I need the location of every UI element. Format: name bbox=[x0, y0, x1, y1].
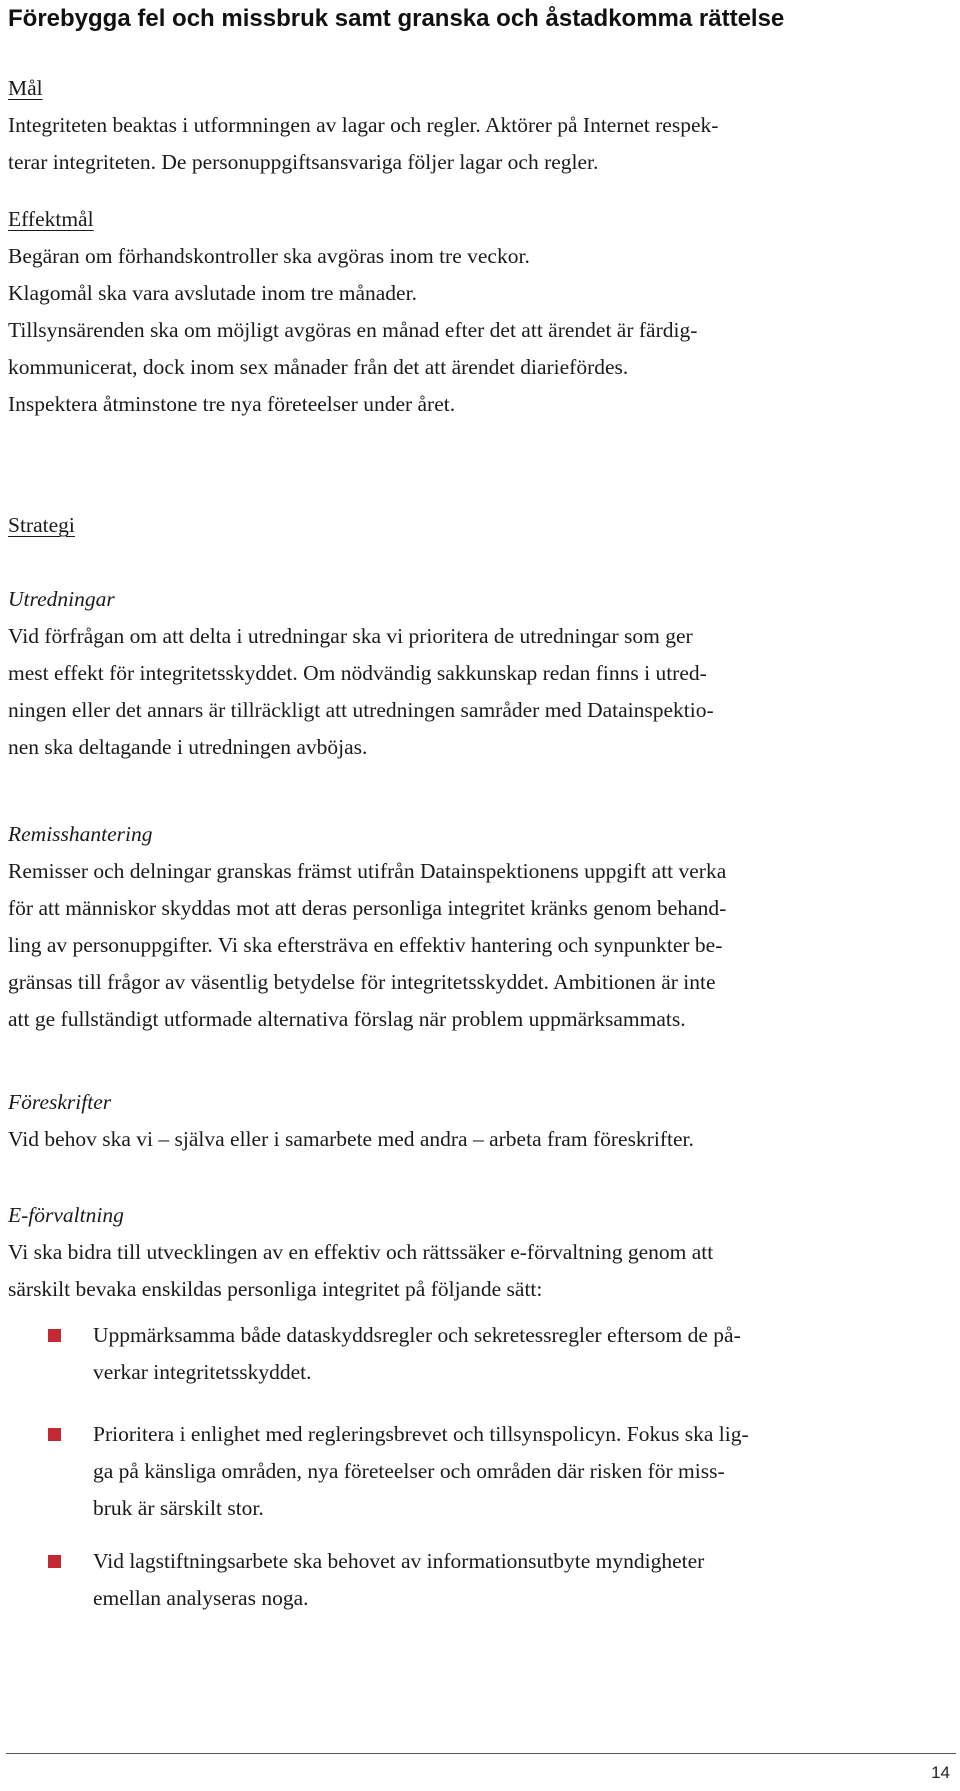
subheading-eforvaltning: E-förvaltning bbox=[8, 1203, 124, 1227]
page-title: Förebygga fel och missbruk samt granska och åstadkomma rättelse bbox=[8, 5, 785, 32]
effektmal-line-4: kommunicerat, dock inom sex månader från det att ärendet diariefördes. bbox=[8, 355, 629, 379]
bullet-3-line-1: Vid lagstiftningsarbete ska behovet av informationsutbyte myndigheter bbox=[93, 1549, 705, 1573]
bullet-2-line-3: bruk är särskilt stor. bbox=[93, 1496, 264, 1520]
section-strategi bbox=[8, 507, 933, 544]
remisshantering-line-4: gränsas till frågor av väsentlig betydelse för integritetsskyddet. Ambitionen är inte bbox=[8, 970, 716, 994]
effektmal-line-2: Klagomål ska vara avslutade inom tre månader. bbox=[8, 281, 417, 305]
remisshantering-line-5: att ge fullständigt utformade alternativa förslag när problem uppmärksammats. bbox=[8, 1007, 686, 1031]
section-foreskrifter bbox=[8, 1084, 933, 1158]
eforvaltning-line-1: Vi ska bidra till utvecklingen av en effektiv och rättssäker e-förvaltning genom att bbox=[8, 1240, 714, 1264]
bullet-square-icon bbox=[48, 1428, 61, 1441]
list-item-text bbox=[93, 1416, 933, 1527]
bullet-square-icon bbox=[48, 1555, 61, 1568]
remisshantering-line-2: för att människor skyddas mot att deras personliga integritet kränks genom behand- bbox=[8, 896, 727, 920]
utredningar-line-4: nen ska deltagande i utredningen avböjas. bbox=[8, 735, 368, 759]
mal-line-2: terar integriteten. De personuppgiftsansvariga följer lagar och regler. bbox=[8, 150, 599, 174]
section-remisshantering bbox=[8, 816, 933, 1038]
section-utredningar bbox=[8, 581, 933, 766]
effektmal-line-5: Inspektera åtminstone tre nya företeelser under året. bbox=[8, 392, 456, 416]
section-eforvaltning bbox=[8, 1197, 933, 1308]
section-heading-mal: Mål bbox=[8, 76, 43, 100]
list-item-text bbox=[93, 1543, 933, 1617]
section-heading-strategi: Strategi bbox=[8, 513, 75, 537]
bullet-3-line-2: emellan analyseras noga. bbox=[93, 1586, 309, 1610]
utredningar-line-1: Vid förfrågan om att delta i utredningar ska vi prioritera de utredningar som ger bbox=[8, 624, 693, 648]
bullet-square-icon bbox=[48, 1329, 61, 1342]
subheading-utredningar: Utredningar bbox=[8, 587, 115, 611]
bullet-1-line-1: Uppmärksamma både dataskyddsregler och sekretessregler eftersom de på- bbox=[93, 1323, 741, 1347]
list-item-text bbox=[93, 1317, 933, 1391]
subheading-remisshantering: Remisshantering bbox=[8, 822, 153, 846]
section-heading-effektmal: Effektmål bbox=[8, 207, 94, 231]
utredningar-line-2: mest effekt för integritetsskyddet. Om nödvändig sakkunskap redan finns i utred- bbox=[8, 661, 707, 685]
bullet-2-line-1: Prioritera i enlighet med regleringsbrevet och tillsynspolicyn. Fokus ska lig- bbox=[93, 1422, 749, 1446]
eforvaltning-line-2: särskilt bevaka enskildas personliga integritet på följande sätt: bbox=[8, 1277, 543, 1301]
page-number: 14 bbox=[931, 1763, 950, 1782]
remisshantering-line-3: ling av personuppgifter. Vi ska eftersträva en effektiv hantering och synpunkter be- bbox=[8, 933, 723, 957]
bullet-2-line-2: ga på känsliga områden, nya företeelser och områden där risken för miss- bbox=[93, 1459, 725, 1483]
foreskrifter-line-1: Vid behov ska vi – själva eller i samarbete med andra – arbeta fram föreskrifter. bbox=[8, 1127, 694, 1151]
utredningar-line-3: ningen eller det annars är tillräckligt att utredningen samråder med Datainspektio- bbox=[8, 698, 714, 722]
effektmal-line-1: Begäran om förhandskontroller ska avgöras inom tre veckor. bbox=[8, 244, 530, 268]
footer-divider bbox=[6, 1753, 956, 1754]
section-effektmal bbox=[8, 201, 933, 423]
bullet-1-line-2: verkar integritetsskyddet. bbox=[93, 1360, 312, 1384]
section-mal bbox=[8, 70, 933, 181]
effektmal-line-3: Tillsynsärenden ska om möjligt avgöras en månad efter det att ärendet är färdig- bbox=[8, 318, 698, 342]
mal-line-1: Integriteten beaktas i utformningen av lagar och regler. Aktörer på Internet respek- bbox=[8, 113, 719, 137]
remisshantering-line-1: Remisser och delningar granskas främst utifrån Datainspektionens uppgift att verka bbox=[8, 859, 727, 883]
subheading-foreskrifter: Föreskrifter bbox=[8, 1090, 112, 1114]
